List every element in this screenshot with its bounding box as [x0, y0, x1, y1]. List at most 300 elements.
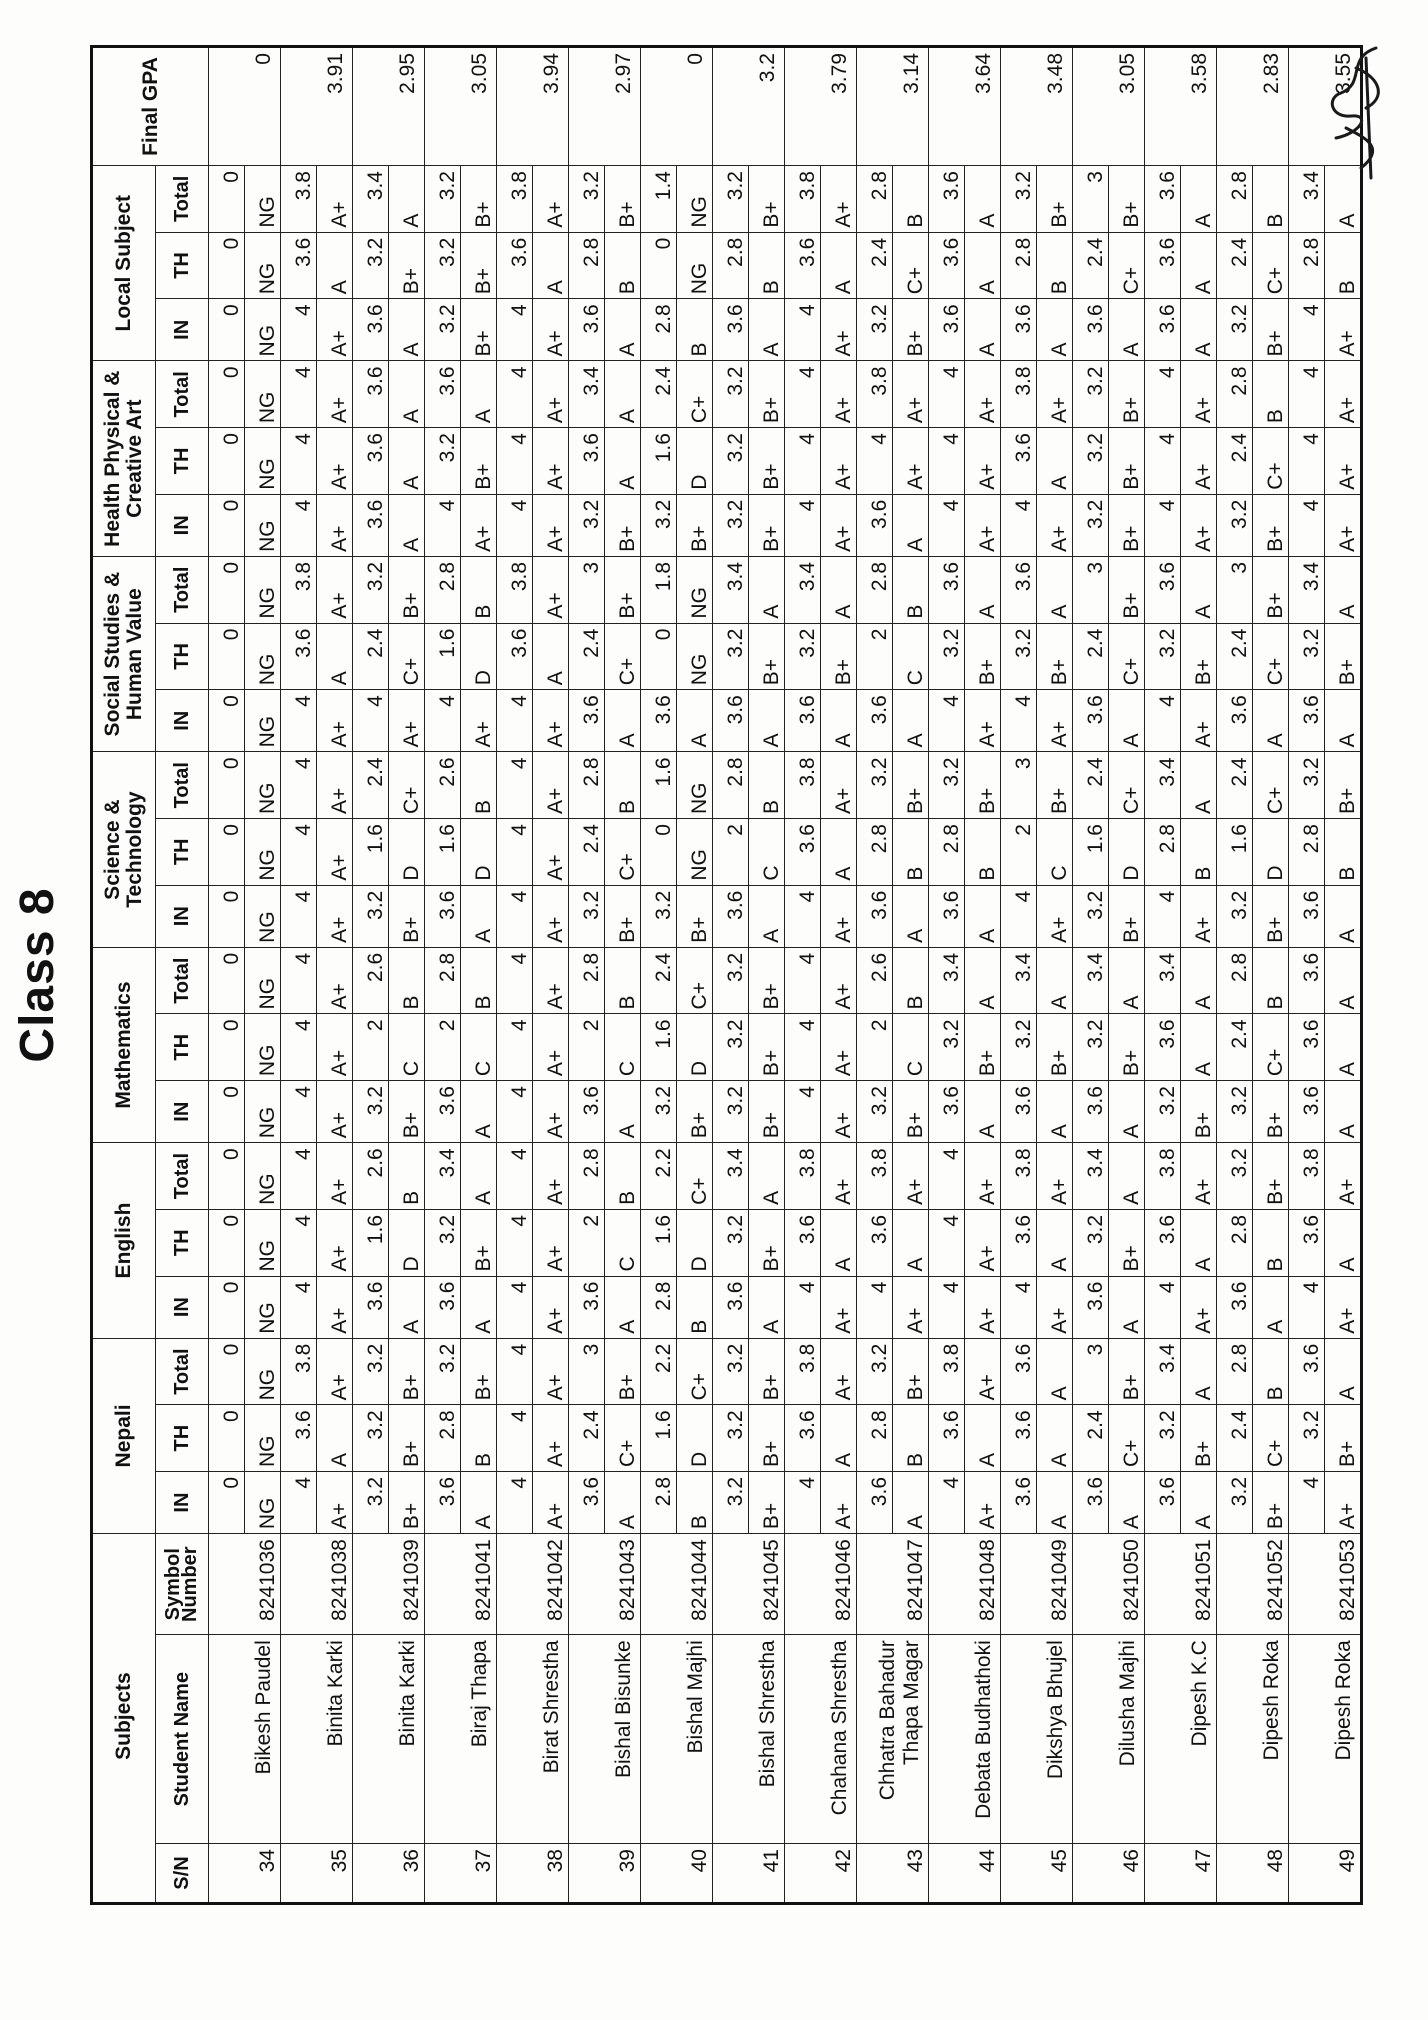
grade-cell: B — [605, 1143, 641, 1210]
grade-cell: A — [389, 299, 425, 361]
score-cell: 0 — [209, 752, 245, 819]
symbol-number: 8241049 — [1001, 1534, 1073, 1635]
score-cell: 2.4 — [641, 947, 677, 1014]
grade-cell: C — [605, 1209, 641, 1276]
score-cell: 4 — [281, 885, 317, 947]
marks-body — [209, 47, 1362, 1904]
symbol-number: 8241053 — [1289, 1534, 1362, 1635]
grade-cell: A — [749, 690, 785, 752]
score-cell: 4 — [497, 1276, 533, 1338]
symbol-number: 8241038 — [281, 1534, 353, 1635]
grade-cell: B+ — [1037, 752, 1073, 819]
grade-cell: C — [893, 1014, 929, 1081]
score-cell: 3.2 — [1073, 428, 1109, 495]
grade-cell: B+ — [1253, 1471, 1289, 1533]
score-cell: 3.6 — [1289, 690, 1325, 752]
score-cell: 3.2 — [1217, 299, 1253, 361]
grade-cell: A — [965, 556, 1001, 623]
sub-column-header: Total — [156, 361, 209, 428]
score-cell: 3.8 — [857, 361, 893, 428]
score-cell: 3.6 — [857, 1209, 893, 1276]
grade-cell: A — [1253, 690, 1289, 752]
grade-cell: C+ — [1253, 623, 1289, 690]
grade-cell: B+ — [1253, 1081, 1289, 1143]
grade-cell: A — [1325, 1014, 1362, 1081]
score-cell: 4 — [497, 1014, 533, 1081]
final-gpa: 3.64 — [929, 47, 1001, 166]
grade-cell: A+ — [821, 166, 857, 233]
score-cell: 3.6 — [929, 166, 965, 233]
grade-cell: A+ — [893, 1143, 929, 1210]
subject-header: Science & Technology — [92, 752, 156, 947]
score-cell: 3.2 — [1289, 623, 1325, 690]
grade-cell: A — [893, 1471, 929, 1533]
serial-number: 46 — [1073, 1844, 1145, 1904]
grade-cell: NG — [245, 752, 281, 819]
header-row-subjects — [92, 47, 156, 1904]
score-cell: 0 — [209, 361, 245, 428]
grade-cell: C+ — [893, 232, 929, 299]
grade-cell: A — [533, 623, 569, 690]
score-cell: 1.8 — [641, 556, 677, 623]
score-cell: 2.8 — [569, 1143, 605, 1210]
grade-cell: A — [965, 1405, 1001, 1472]
score-cell: 3.6 — [857, 885, 893, 947]
score-cell: 2 — [569, 1014, 605, 1081]
score-cell: 3.6 — [353, 494, 389, 556]
score-cell: 1.6 — [425, 819, 461, 886]
grade-cell: B+ — [749, 1338, 785, 1405]
symbol-number: 8241047 — [857, 1534, 929, 1635]
score-cell: 3.6 — [1001, 556, 1037, 623]
score-cell: 3.6 — [1001, 1405, 1037, 1472]
grade-cell: A — [749, 299, 785, 361]
score-cell: 4 — [281, 494, 317, 556]
student-name: Bishal Shrestha — [713, 1635, 785, 1844]
grade-cell: A+ — [533, 299, 569, 361]
grade-cell: B+ — [1181, 623, 1217, 690]
grade-cell: B — [1181, 819, 1217, 886]
score-cell: 4 — [497, 885, 533, 947]
student-score-row — [209, 47, 245, 1904]
final-gpa: 3.05 — [1073, 47, 1145, 166]
score-cell: 3.8 — [1001, 1143, 1037, 1210]
grade-cell: A+ — [1037, 1276, 1073, 1338]
score-cell: 2.8 — [1217, 361, 1253, 428]
grade-cell: B — [461, 556, 497, 623]
score-cell: 3.2 — [713, 947, 749, 1014]
grade-cell: B+ — [893, 1081, 929, 1143]
serial-number: 41 — [713, 1844, 785, 1904]
score-cell: 4 — [497, 1209, 533, 1276]
score-cell: 1.6 — [641, 1209, 677, 1276]
score-cell: 3.2 — [713, 494, 749, 556]
grade-cell: B+ — [677, 1081, 713, 1143]
grade-cell: NG — [677, 623, 713, 690]
grade-cell: A+ — [317, 885, 353, 947]
grade-cell: B — [461, 752, 497, 819]
score-cell: 3.4 — [713, 1143, 749, 1210]
grade-cell: C+ — [605, 623, 641, 690]
grade-cell: B — [1037, 232, 1073, 299]
grade-cell: B+ — [389, 1405, 425, 1472]
grade-cell: A — [389, 494, 425, 556]
serial-number: 36 — [353, 1844, 425, 1904]
grade-cell: A — [749, 1143, 785, 1210]
grade-cell: B+ — [1109, 1209, 1145, 1276]
score-cell: 4 — [281, 1209, 317, 1276]
score-cell: 3.4 — [713, 556, 749, 623]
grade-cell: C+ — [677, 1338, 713, 1405]
score-cell: 0 — [209, 623, 245, 690]
grade-cell: C+ — [1109, 1405, 1145, 1472]
score-cell: 4 — [929, 428, 965, 495]
score-cell: 4 — [785, 361, 821, 428]
grade-cell: C+ — [1253, 752, 1289, 819]
grade-cell: A+ — [317, 1081, 353, 1143]
grade-cell: A+ — [821, 299, 857, 361]
score-cell: 4 — [497, 1081, 533, 1143]
score-cell: 4 — [1145, 885, 1181, 947]
student-name: Dipesh K.C — [1145, 1635, 1217, 1844]
student-name: Binita Karki — [353, 1635, 425, 1844]
grade-cell: A+ — [965, 1209, 1001, 1276]
score-cell: 2.4 — [1217, 232, 1253, 299]
serial-number: 48 — [1217, 1844, 1289, 1904]
serial-number: 39 — [569, 1844, 641, 1904]
grade-cell: A — [461, 361, 497, 428]
sub-column-header: TH — [156, 1209, 209, 1276]
grade-cell: B+ — [389, 1338, 425, 1405]
score-cell: 4 — [929, 1143, 965, 1210]
score-cell: 2.4 — [1217, 428, 1253, 495]
score-cell: 3.4 — [1145, 1338, 1181, 1405]
final-gpa: 3.2 — [713, 47, 785, 166]
grade-cell: A — [965, 299, 1001, 361]
grade-cell: NG — [245, 885, 281, 947]
score-cell: 4 — [1001, 1276, 1037, 1338]
grade-cell: A+ — [1325, 428, 1362, 495]
grade-cell: B+ — [605, 556, 641, 623]
grade-cell: A+ — [533, 690, 569, 752]
grade-cell: A+ — [533, 947, 569, 1014]
grade-cell: B+ — [749, 1081, 785, 1143]
score-cell: 0 — [209, 1276, 245, 1338]
grade-cell: A — [1181, 1471, 1217, 1533]
score-cell: 3.2 — [857, 1338, 893, 1405]
score-cell: 3.6 — [929, 885, 965, 947]
grade-cell: A — [749, 885, 785, 947]
grade-cell: A+ — [1325, 1276, 1362, 1338]
grade-cell: A+ — [821, 1338, 857, 1405]
score-cell: 3.6 — [353, 428, 389, 495]
score-cell: 3.6 — [281, 623, 317, 690]
score-cell: 3.6 — [1217, 1276, 1253, 1338]
score-cell: 1.6 — [353, 1209, 389, 1276]
serial-number: 35 — [281, 1844, 353, 1904]
score-cell: 4 — [497, 428, 533, 495]
grade-cell: D — [1109, 819, 1145, 886]
score-cell: 3.6 — [1073, 1471, 1109, 1533]
signature-mark — [1306, 38, 1406, 188]
subject-header: Social Studies & Human Value — [92, 556, 156, 751]
grade-cell: A — [389, 428, 425, 495]
sub-column-header: TH — [156, 623, 209, 690]
score-cell: 4 — [497, 947, 533, 1014]
score-cell: 4 — [1145, 428, 1181, 495]
grade-cell: A — [1109, 1471, 1145, 1533]
score-cell: 3.8 — [1289, 1143, 1325, 1210]
student-name: Bishal Majhi — [641, 1635, 713, 1844]
score-cell: 3.6 — [785, 819, 821, 886]
grade-cell: B+ — [389, 232, 425, 299]
grade-cell: A — [821, 556, 857, 623]
student-name: Chhatra Bahadur Thapa Magar — [857, 1635, 929, 1844]
student-name: Birat Shrestha — [497, 1635, 569, 1844]
grade-cell: C+ — [1253, 232, 1289, 299]
grade-cell: A+ — [533, 1081, 569, 1143]
sub-column-header: Total — [156, 947, 209, 1014]
grade-cell: A+ — [317, 1338, 353, 1405]
grade-cell: A — [1037, 1081, 1073, 1143]
final-gpa: 2.97 — [569, 47, 641, 166]
grade-cell: B — [389, 947, 425, 1014]
score-cell: 3.4 — [353, 166, 389, 233]
score-cell: 2.8 — [1289, 232, 1325, 299]
score-cell: 2.4 — [353, 752, 389, 819]
grade-cell: B+ — [1109, 494, 1145, 556]
grade-cell: A+ — [317, 428, 353, 495]
score-cell: 3.2 — [1001, 1014, 1037, 1081]
score-cell: 2.6 — [353, 1143, 389, 1210]
score-cell: 3 — [1073, 166, 1109, 233]
grade-cell: A+ — [389, 690, 425, 752]
grade-cell: A — [821, 819, 857, 886]
grade-cell: A — [1181, 1014, 1217, 1081]
serial-number: 45 — [1001, 1844, 1073, 1904]
student-score-row — [857, 47, 893, 1904]
grade-cell: A — [1325, 166, 1362, 233]
symbol-number: 8241041 — [425, 1534, 497, 1635]
score-cell: 2.8 — [1289, 819, 1325, 886]
score-cell: 3.6 — [569, 1276, 605, 1338]
grade-cell: B — [677, 1276, 713, 1338]
score-cell: 3.8 — [785, 1143, 821, 1210]
grade-cell: A — [605, 690, 641, 752]
score-cell: 3.6 — [425, 361, 461, 428]
grade-cell: A+ — [893, 428, 929, 495]
score-cell: 4 — [857, 1276, 893, 1338]
student-score-row — [929, 47, 965, 1904]
score-cell: 4 — [497, 690, 533, 752]
score-cell: 4 — [425, 494, 461, 556]
score-cell: 1.6 — [425, 623, 461, 690]
sub-column-header: TH — [156, 428, 209, 495]
score-cell: 3.6 — [1073, 690, 1109, 752]
symbol-number: 8241036 — [209, 1534, 281, 1635]
grade-cell: A+ — [821, 428, 857, 495]
score-cell: 4 — [929, 361, 965, 428]
score-cell: 3.2 — [353, 885, 389, 947]
score-cell: 4 — [353, 690, 389, 752]
grade-cell: A — [533, 232, 569, 299]
grade-cell: A+ — [1037, 690, 1073, 752]
score-cell: 2.4 — [1073, 232, 1109, 299]
grade-cell: A+ — [317, 1143, 353, 1210]
grade-cell: A+ — [533, 1405, 569, 1472]
grade-cell: A — [1181, 232, 1217, 299]
grade-cell: A+ — [317, 494, 353, 556]
grade-cell: B — [1253, 166, 1289, 233]
score-cell: 0 — [209, 1081, 245, 1143]
grade-cell: B+ — [1109, 1338, 1145, 1405]
score-cell: 4 — [281, 361, 317, 428]
score-cell: 1.6 — [641, 1405, 677, 1472]
score-cell: 4 — [281, 1143, 317, 1210]
grade-cell: B+ — [1253, 1143, 1289, 1210]
score-cell: 0 — [209, 885, 245, 947]
score-cell: 3.2 — [713, 1209, 749, 1276]
grade-cell: B+ — [1037, 623, 1073, 690]
final-gpa: 0 — [209, 47, 281, 166]
grade-cell: A — [821, 1209, 857, 1276]
grade-cell: A — [1037, 556, 1073, 623]
grade-cell: A — [317, 1405, 353, 1472]
subject-header: Local Subject — [92, 166, 156, 361]
score-cell: 4 — [785, 947, 821, 1014]
grade-cell: B — [749, 752, 785, 819]
score-cell: 3.2 — [353, 1405, 389, 1472]
sub-column-header: Total — [156, 1338, 209, 1405]
score-cell: 2.8 — [641, 1276, 677, 1338]
final-gpa: 3.05 — [425, 47, 497, 166]
grade-cell: C — [605, 1014, 641, 1081]
score-cell: 3.2 — [1145, 1081, 1181, 1143]
grade-cell: A — [317, 623, 353, 690]
score-cell: 0 — [209, 232, 245, 299]
grade-cell: A — [1181, 166, 1217, 233]
grade-cell: B+ — [1325, 1405, 1362, 1472]
grade-cell: B+ — [1325, 623, 1362, 690]
grade-cell: A — [461, 1471, 497, 1533]
grade-cell: B — [749, 232, 785, 299]
grade-cell: A — [1037, 299, 1073, 361]
grade-cell: B — [389, 1143, 425, 1210]
grade-cell: A — [389, 1276, 425, 1338]
symbol-number: 8241045 — [713, 1534, 785, 1635]
grade-cell: A — [893, 690, 929, 752]
score-cell: 4 — [785, 1276, 821, 1338]
score-cell: 3.6 — [1001, 1209, 1037, 1276]
grade-cell: B+ — [389, 1471, 425, 1533]
grade-cell: B — [461, 947, 497, 1014]
grade-cell: B+ — [677, 885, 713, 947]
grade-cell: NG — [677, 166, 713, 233]
grade-cell: C+ — [1109, 752, 1145, 819]
grade-cell: NG — [677, 232, 713, 299]
score-cell: 3.6 — [569, 690, 605, 752]
grade-cell: A — [965, 232, 1001, 299]
grade-cell: NG — [245, 819, 281, 886]
grade-cell: B+ — [749, 1014, 785, 1081]
score-cell: 0 — [209, 1471, 245, 1533]
grade-cell: A+ — [965, 1276, 1001, 1338]
symbol-number: 8241048 — [929, 1534, 1001, 1635]
score-cell: 4 — [929, 1276, 965, 1338]
score-cell: 3.2 — [425, 232, 461, 299]
score-cell: 2.8 — [857, 166, 893, 233]
sub-column-header: Total — [156, 1143, 209, 1210]
sub-column-header: IN — [156, 299, 209, 361]
grade-cell: A — [1181, 947, 1217, 1014]
symbol-number: 8241046 — [785, 1534, 857, 1635]
score-cell: 4 — [1145, 690, 1181, 752]
grade-cell: A — [1109, 1081, 1145, 1143]
score-cell: 3.2 — [785, 623, 821, 690]
student-score-row — [425, 47, 461, 1904]
grade-cell: A — [1109, 1143, 1145, 1210]
grade-cell: B+ — [749, 1209, 785, 1276]
score-cell: 0 — [209, 428, 245, 495]
score-cell: 3.6 — [1001, 299, 1037, 361]
score-cell: 2.8 — [713, 752, 749, 819]
grade-cell: B+ — [1253, 299, 1289, 361]
score-cell: 3.8 — [281, 1338, 317, 1405]
score-cell: 3.2 — [713, 361, 749, 428]
grade-cell: B+ — [461, 1338, 497, 1405]
score-cell: 3.2 — [353, 1338, 389, 1405]
score-cell: 3.2 — [1289, 752, 1325, 819]
score-cell: 2.2 — [641, 1338, 677, 1405]
grade-cell: NG — [245, 361, 281, 428]
score-cell: 2.4 — [641, 361, 677, 428]
grade-cell: NG — [245, 428, 281, 495]
score-cell: 4 — [281, 299, 317, 361]
score-cell: 4 — [785, 885, 821, 947]
grade-cell: NG — [245, 623, 281, 690]
grade-cell: A — [389, 361, 425, 428]
score-cell: 3.6 — [1145, 232, 1181, 299]
score-cell: 2 — [353, 1014, 389, 1081]
grade-cell: A — [605, 1471, 641, 1533]
grade-cell: NG — [245, 232, 281, 299]
grade-cell: NG — [245, 1209, 281, 1276]
grade-cell: C+ — [677, 947, 713, 1014]
grade-cell: B+ — [461, 299, 497, 361]
student-name: Bishal Bisunke — [569, 1635, 641, 1844]
grade-cell: B+ — [749, 947, 785, 1014]
score-cell: 3.2 — [713, 1081, 749, 1143]
grade-cell: A+ — [533, 494, 569, 556]
score-cell: 3.6 — [929, 232, 965, 299]
grade-cell: A — [1181, 556, 1217, 623]
score-cell: 3.2 — [641, 885, 677, 947]
grade-cell: A — [1325, 556, 1362, 623]
score-cell: 0 — [209, 1143, 245, 1210]
grade-cell: NG — [245, 947, 281, 1014]
score-cell: 1.4 — [641, 166, 677, 233]
score-cell: 2 — [425, 1014, 461, 1081]
sub-column-header: TH — [156, 1405, 209, 1472]
grade-cell: A+ — [1037, 1143, 1073, 1210]
grade-cell: B+ — [461, 232, 497, 299]
grade-cell: A — [1181, 299, 1217, 361]
grade-cell: B+ — [1253, 494, 1289, 556]
grade-cell: B+ — [1253, 885, 1289, 947]
grade-cell: B+ — [1037, 166, 1073, 233]
score-cell: 4 — [785, 494, 821, 556]
grade-cell: A — [821, 232, 857, 299]
